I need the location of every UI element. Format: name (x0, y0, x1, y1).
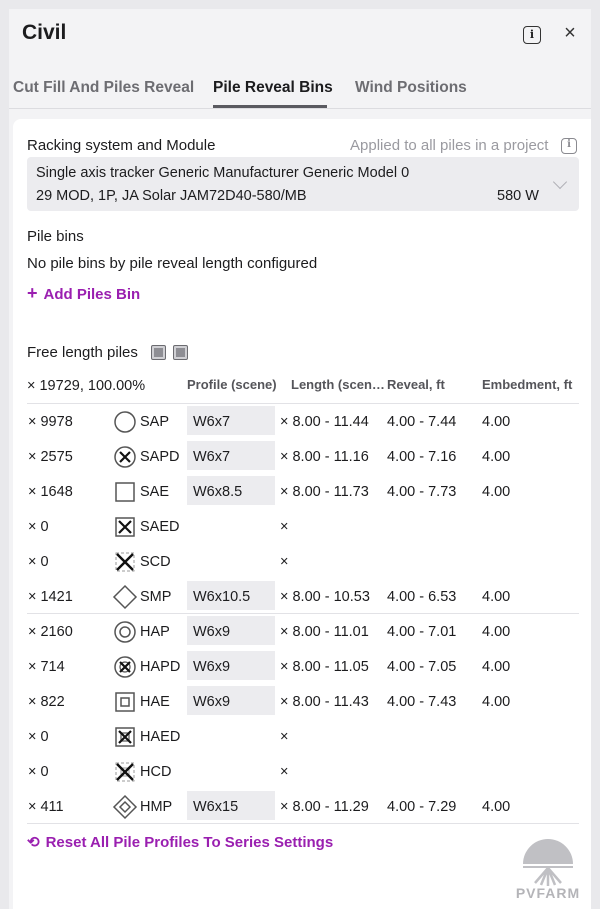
toggle-square-icon[interactable] (173, 345, 188, 360)
circle-pile-icon (112, 409, 138, 435)
pile-count: × 0 (28, 519, 49, 535)
pile-bins-empty-text: No pile bins by pile reveal length configured (27, 255, 318, 272)
pile-reveal: 4.00 - 7.43 (387, 694, 457, 710)
table-row (13, 509, 591, 544)
pile-bins-label: Pile bins (27, 228, 84, 245)
add-piles-bin-button[interactable] (27, 283, 140, 304)
table-row (13, 439, 591, 474)
table-row (13, 684, 591, 719)
pile-code: HCD (140, 764, 172, 780)
pile-embedment: 4.00 (482, 414, 511, 430)
double-square-x-pile-icon (112, 724, 138, 750)
pile-reveal: 4.00 - 7.73 (387, 484, 457, 500)
pile-count: × 1421 (28, 589, 73, 605)
profile-value: W6x7 (193, 449, 231, 465)
table-row (13, 614, 591, 649)
double-diamond-pile-icon (112, 794, 138, 820)
racking-select[interactable] (27, 157, 579, 211)
racking-line1: Single axis tracker Generic Manufacturer Generic Model 0 (36, 165, 410, 181)
civil-panel (9, 9, 591, 909)
table-row (13, 544, 591, 579)
profile-select[interactable] (187, 406, 275, 435)
pile-length: × (280, 519, 289, 535)
pile-count: × 2160 (28, 624, 73, 640)
pile-code: HAED (140, 729, 181, 745)
plus-icon: + (27, 283, 38, 303)
racking-label: Racking system and Module (27, 137, 216, 154)
reset-profiles-button[interactable] (27, 833, 333, 851)
table-row (13, 404, 591, 439)
table-row (13, 754, 591, 789)
pile-code: HMP (140, 799, 173, 815)
pile-code: SCD (140, 554, 171, 570)
pile-length: × (280, 729, 289, 745)
pile-length: × 8.00 - 11.16 (280, 449, 369, 465)
profile-value: W6x9 (193, 624, 231, 640)
pile-count: × 822 (28, 694, 65, 710)
profile-select[interactable] (187, 616, 275, 645)
tab-bar (9, 67, 591, 109)
pile-code: SAED (140, 519, 180, 535)
pile-reveal: 4.00 - 7.44 (387, 414, 457, 430)
cross-pile-icon (112, 549, 138, 575)
pile-code: HAE (140, 694, 170, 710)
pile-count: × 9978 (28, 414, 73, 430)
double-square-pile-icon (112, 689, 138, 715)
panel-header (9, 9, 591, 59)
pile-code: HAPD (140, 659, 181, 675)
pile-length: × 8.00 - 11.01 (280, 624, 369, 640)
pile-count: × 2575 (28, 449, 73, 465)
double-circle-pile-icon (112, 619, 138, 645)
info-icon[interactable] (523, 26, 541, 44)
pile-code: SAP (140, 414, 170, 430)
hint-info-icon[interactable] (561, 138, 577, 154)
pile-reveal: 4.00 - 7.16 (387, 449, 457, 465)
pile-code: SMP (140, 589, 172, 605)
profile-select[interactable] (187, 581, 275, 610)
profile-value: W6x9 (193, 694, 231, 710)
double-circle-x-pile-icon (112, 654, 138, 680)
col-header-embedment: Embedment, ft (482, 377, 573, 392)
profile-select[interactable] (187, 651, 275, 680)
profile-value: W6x8.5 (193, 484, 243, 500)
circle-x-pile-icon (112, 444, 138, 470)
pile-count: × 411 (28, 799, 64, 815)
racking-hint: Applied to all piles in a project (350, 137, 549, 154)
col-header-length: Length (scen… (291, 377, 385, 392)
pile-embedment: 4.00 (482, 484, 511, 500)
pile-embedment: 4.00 (482, 799, 511, 815)
pile-reveal: 4.00 - 6.53 (387, 589, 457, 605)
square-pile-icon (112, 479, 138, 505)
col-header-reveal: Reveal, ft (387, 377, 445, 392)
pile-reveal: 4.00 - 7.05 (387, 659, 457, 675)
profile-select[interactable] (187, 791, 275, 820)
pile-embedment: 4.00 (482, 624, 511, 640)
reset-icon: ⟲ (27, 834, 40, 851)
profile-value: W6x7 (193, 414, 231, 430)
pile-length: × (280, 554, 289, 570)
content-card (13, 119, 591, 909)
pile-length: × 8.00 - 11.29 (280, 799, 369, 815)
pile-embedment: 4.00 (482, 659, 511, 675)
chevron-down-icon (553, 175, 567, 189)
add-piles-bin-label: Add Piles Bin (43, 286, 141, 303)
active-tab-indicator (213, 105, 327, 108)
pile-length: × 8.00 - 10.53 (280, 589, 370, 605)
panel-title: Civil (22, 21, 67, 44)
racking-power: 580 W (497, 188, 539, 204)
pile-count: × 714 (28, 659, 65, 675)
free-length-label: Free length piles (27, 344, 138, 361)
profile-value: W6x15 (193, 799, 239, 815)
table-row (13, 719, 591, 754)
pile-length: × 8.00 - 11.44 (280, 414, 369, 430)
table-row (13, 649, 591, 684)
free-length-summary: × 19729, 100.00% (27, 378, 146, 394)
table-row (13, 789, 591, 824)
col-header-profile: Profile (scene) (187, 377, 277, 392)
toggle-square-icon[interactable] (151, 345, 166, 360)
pile-code: HAP (140, 624, 170, 640)
pile-length: × (280, 764, 289, 780)
profile-select[interactable] (187, 476, 275, 505)
reset-profiles-label: Reset All Pile Profiles To Series Settings (45, 834, 334, 851)
pile-reveal: 4.00 - 7.01 (387, 624, 457, 640)
profile-value: W6x10.5 (193, 589, 251, 605)
table-row (13, 474, 591, 509)
racking-line2: 29 MOD, 1P, JA Solar JAM72D40-580/MB (36, 188, 307, 204)
pile-embedment: 4.00 (482, 694, 511, 710)
pile-code: SAE (140, 484, 170, 500)
pile-reveal: 4.00 - 7.29 (387, 799, 457, 815)
profile-select[interactable] (187, 441, 275, 470)
diamond-pile-icon (112, 584, 138, 610)
pile-length: × 8.00 - 11.73 (280, 484, 369, 500)
pile-count: × 0 (28, 554, 49, 570)
pile-length: × 8.00 - 11.43 (280, 694, 369, 710)
pile-count: × 1648 (28, 484, 73, 500)
table-row (13, 579, 591, 614)
pile-code: SAPD (140, 449, 180, 465)
pile-count: × 0 (28, 764, 49, 780)
double-cross-pile-icon (112, 759, 138, 785)
pile-length: × 8.00 - 11.05 (280, 659, 369, 675)
brand-text: PVFARM (515, 885, 581, 901)
square-x-pile-icon (112, 514, 138, 540)
close-icon[interactable]: × (564, 22, 576, 44)
pile-embedment: 4.00 (482, 589, 511, 605)
pile-embedment: 4.00 (482, 449, 511, 465)
pile-count: × 0 (28, 729, 49, 745)
tab-cut-fill[interactable]: Cut Fill And Piles Reveal (13, 79, 195, 96)
profile-value: W6x9 (193, 659, 231, 675)
profile-select[interactable] (187, 686, 275, 715)
tab-wind-positions[interactable]: Wind Positions (355, 79, 467, 96)
tab-pile-reveal-bins[interactable]: Pile Reveal Bins (213, 79, 333, 96)
